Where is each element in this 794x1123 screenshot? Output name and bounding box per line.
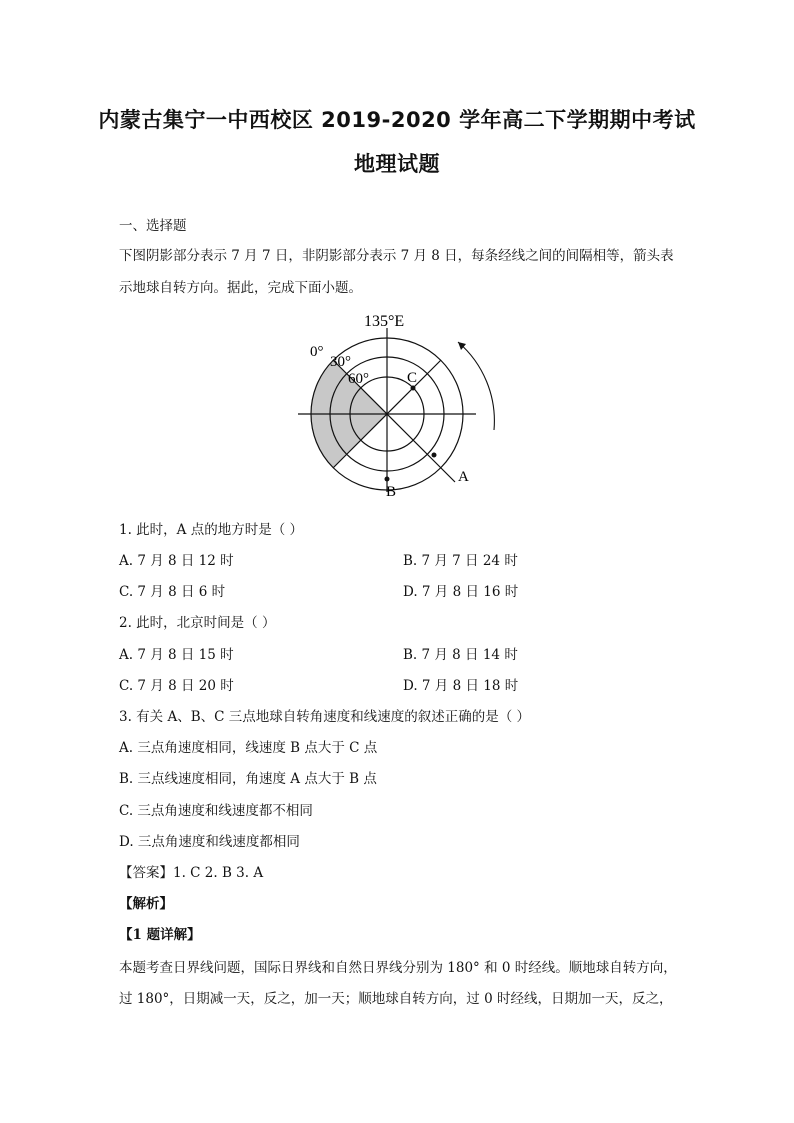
- question-3-stem: 3. 有关 A、B、C 三点地球自转角速度和线速度的叙述正确的是（ ）: [119, 709, 531, 725]
- question-2-option-d: D. 7 月 8 日 18 时: [403, 678, 519, 694]
- question-1-option-a: A. 7 月 8 日 12 时: [119, 553, 234, 569]
- question-3-option-d: D. 三点角速度和线速度都相同: [119, 834, 300, 850]
- point-b: [385, 477, 390, 482]
- intro-line-2: 示地球自转方向。据此，完成下面小题。: [119, 280, 362, 296]
- question-2-option-b: B. 7 月 8 日 14 时: [403, 647, 518, 663]
- page-title-line-2: 地理试题: [354, 152, 440, 176]
- answer-line: 【答案】1. C 2. B 3. A: [119, 865, 264, 881]
- question-2-stem: 2. 此时，北京时间是（ ）: [119, 615, 276, 631]
- label-0-degree: 0°: [310, 344, 324, 360]
- label-60-degree: 60°: [348, 371, 369, 387]
- intro-line-1: 下图阴影部分表示 7 月 7 日，非阴影部分表示 7 月 8 日，每条经线之间的间隔相等，箭头表: [119, 248, 674, 264]
- question-3-option-b: B. 三点线速度相同，角速度 A 点大于 B 点: [119, 771, 377, 787]
- question-3-option-c: C. 三点角速度和线速度都不相同: [119, 803, 313, 819]
- analysis-text-line-2: 过 180°，日期减一天，反之，加一天；顺地球自转方向，过 0 时经线，日期加一天，反之，: [119, 991, 673, 1007]
- analysis-label: 【解析】: [119, 896, 173, 912]
- label-135e: 135°E: [364, 313, 405, 330]
- point-c: [411, 386, 416, 391]
- page-title-line-1: 内蒙古集宁一中西校区 2019-2020 学年高二下学期期中考试: [98, 108, 696, 132]
- question-1-option-c: C. 7 月 8 日 6 时: [119, 584, 226, 600]
- detail-label: 【1 题详解】: [119, 927, 201, 943]
- question-1-stem: 1. 此时，A 点的地方时是（ ）: [119, 522, 304, 538]
- question-2-option-a: A. 7 月 8 日 15 时: [119, 647, 234, 663]
- question-2-option-c: C. 7 月 8 日 20 时: [119, 678, 234, 694]
- section-heading: 一、选择题: [119, 218, 187, 234]
- question-1-option-b: B. 7 月 7 日 24 时: [403, 553, 518, 569]
- label-point-a: A: [458, 469, 469, 485]
- label-point-c: C: [407, 370, 418, 386]
- label-point-b: B: [386, 484, 397, 500]
- question-3-option-a: A. 三点角速度相同，线速度 B 点大于 C 点: [119, 740, 378, 756]
- polar-diagram: [288, 308, 508, 508]
- label-30-degree: 30°: [330, 354, 351, 370]
- point-a: [432, 453, 437, 458]
- question-1-option-d: D. 7 月 8 日 16 时: [403, 584, 519, 600]
- analysis-text-line-1: 本题考查日界线问题，国际日界线和自然日界线分别为 180° 和 0 时经线。顺地球自转方向，: [119, 960, 677, 976]
